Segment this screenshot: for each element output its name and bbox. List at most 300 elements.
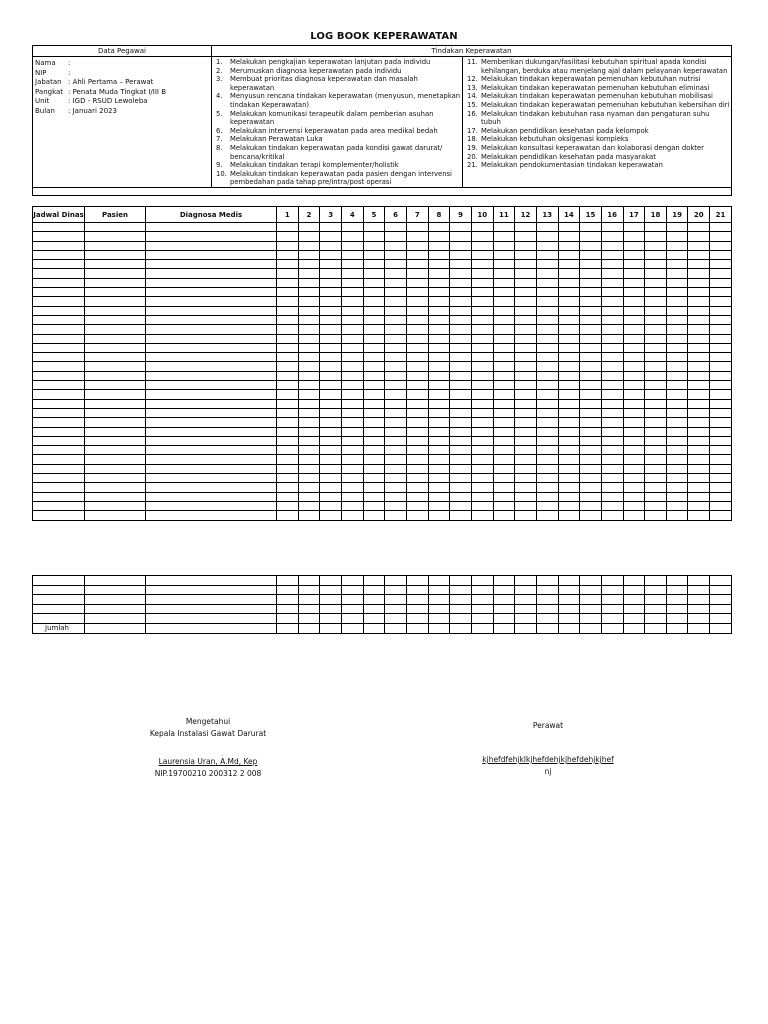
- table-cell[interactable]: [623, 455, 645, 464]
- table-cell[interactable]: [471, 288, 493, 297]
- summary-cell[interactable]: [385, 614, 407, 624]
- table-cell[interactable]: [471, 306, 493, 315]
- summary-cell[interactable]: [536, 576, 558, 586]
- table-cell[interactable]: [666, 455, 688, 464]
- table-cell[interactable]: [320, 343, 342, 352]
- table-cell[interactable]: [320, 418, 342, 427]
- summary-cell[interactable]: [450, 604, 472, 614]
- table-cell[interactable]: [146, 278, 277, 287]
- table-cell[interactable]: [688, 408, 710, 417]
- summary-cell[interactable]: [406, 614, 428, 624]
- table-cell[interactable]: [385, 334, 407, 343]
- table-cell[interactable]: [580, 371, 602, 380]
- table-cell[interactable]: [33, 306, 85, 315]
- summary-cell[interactable]: [363, 595, 385, 605]
- table-cell[interactable]: [33, 315, 85, 324]
- table-cell[interactable]: [688, 390, 710, 399]
- table-cell[interactable]: [623, 381, 645, 390]
- table-cell[interactable]: [363, 278, 385, 287]
- table-cell[interactable]: [645, 353, 667, 362]
- summary-cell[interactable]: [688, 604, 710, 614]
- table-cell[interactable]: [428, 390, 450, 399]
- table-cell[interactable]: [85, 474, 146, 483]
- table-cell[interactable]: [471, 353, 493, 362]
- table-cell[interactable]: [146, 250, 277, 259]
- table-cell[interactable]: [645, 464, 667, 473]
- table-cell[interactable]: [320, 464, 342, 473]
- summary-cell[interactable]: [515, 623, 537, 633]
- table-cell[interactable]: [580, 492, 602, 501]
- summary-cell[interactable]: [146, 614, 277, 624]
- table-cell[interactable]: [146, 427, 277, 436]
- table-cell[interactable]: [450, 315, 472, 324]
- table-cell[interactable]: [666, 232, 688, 241]
- table-cell[interactable]: [645, 436, 667, 445]
- summary-cell[interactable]: [363, 614, 385, 624]
- table-cell[interactable]: [406, 306, 428, 315]
- table-cell[interactable]: [536, 260, 558, 269]
- table-cell[interactable]: [341, 325, 363, 334]
- table-cell[interactable]: [493, 511, 515, 520]
- table-cell[interactable]: [666, 501, 688, 510]
- table-cell[interactable]: [85, 455, 146, 464]
- table-cell[interactable]: [493, 390, 515, 399]
- summary-cell[interactable]: [688, 576, 710, 586]
- table-cell[interactable]: [341, 464, 363, 473]
- table-cell[interactable]: [385, 269, 407, 278]
- table-cell[interactable]: [428, 446, 450, 455]
- table-cell[interactable]: [363, 306, 385, 315]
- table-cell[interactable]: [645, 474, 667, 483]
- table-cell[interactable]: [645, 455, 667, 464]
- summary-cell[interactable]: [666, 585, 688, 595]
- table-cell[interactable]: [85, 223, 146, 232]
- table-cell[interactable]: [601, 362, 623, 371]
- table-cell[interactable]: [298, 306, 320, 315]
- table-cell[interactable]: [33, 278, 85, 287]
- summary-cell[interactable]: [33, 576, 85, 586]
- table-cell[interactable]: [450, 511, 472, 520]
- table-cell[interactable]: [33, 381, 85, 390]
- table-cell[interactable]: [471, 390, 493, 399]
- table-cell[interactable]: [645, 297, 667, 306]
- table-cell[interactable]: [710, 325, 732, 334]
- table-cell[interactable]: [471, 399, 493, 408]
- table-cell[interactable]: [450, 334, 472, 343]
- table-cell[interactable]: [688, 381, 710, 390]
- table-cell[interactable]: [471, 511, 493, 520]
- table-cell[interactable]: [298, 483, 320, 492]
- summary-cell[interactable]: [33, 585, 85, 595]
- table-cell[interactable]: [363, 288, 385, 297]
- table-cell[interactable]: [645, 399, 667, 408]
- summary-cell[interactable]: [515, 576, 537, 586]
- summary-cell[interactable]: [428, 614, 450, 624]
- table-cell[interactable]: [363, 390, 385, 399]
- table-cell[interactable]: [385, 315, 407, 324]
- table-cell[interactable]: [406, 343, 428, 352]
- table-cell[interactable]: [536, 418, 558, 427]
- table-cell[interactable]: [623, 390, 645, 399]
- table-cell[interactable]: [493, 334, 515, 343]
- table-cell[interactable]: [710, 501, 732, 510]
- table-cell[interactable]: [85, 483, 146, 492]
- summary-cell[interactable]: [601, 614, 623, 624]
- table-cell[interactable]: [493, 464, 515, 473]
- table-cell[interactable]: [688, 418, 710, 427]
- table-cell[interactable]: [515, 325, 537, 334]
- table-cell[interactable]: [450, 288, 472, 297]
- table-cell[interactable]: [623, 436, 645, 445]
- table-cell[interactable]: [710, 381, 732, 390]
- table-cell[interactable]: [341, 446, 363, 455]
- table-cell[interactable]: [85, 492, 146, 501]
- table-cell[interactable]: [320, 427, 342, 436]
- table-cell[interactable]: [601, 381, 623, 390]
- summary-cell[interactable]: [298, 595, 320, 605]
- table-cell[interactable]: [320, 501, 342, 510]
- table-cell[interactable]: [536, 501, 558, 510]
- table-cell[interactable]: [515, 436, 537, 445]
- table-cell[interactable]: [558, 501, 580, 510]
- table-cell[interactable]: [320, 278, 342, 287]
- table-cell[interactable]: [666, 306, 688, 315]
- table-cell[interactable]: [536, 353, 558, 362]
- table-cell[interactable]: [666, 408, 688, 417]
- table-cell[interactable]: [450, 464, 472, 473]
- table-cell[interactable]: [493, 408, 515, 417]
- summary-cell[interactable]: [558, 614, 580, 624]
- table-cell[interactable]: [580, 315, 602, 324]
- table-cell[interactable]: [493, 455, 515, 464]
- table-cell[interactable]: [298, 260, 320, 269]
- summary-cell[interactable]: [580, 604, 602, 614]
- summary-cell[interactable]: [710, 604, 732, 614]
- table-cell[interactable]: [406, 325, 428, 334]
- summary-cell[interactable]: [493, 576, 515, 586]
- table-cell[interactable]: [471, 362, 493, 371]
- table-cell[interactable]: [601, 399, 623, 408]
- summary-cell[interactable]: [623, 595, 645, 605]
- table-cell[interactable]: [363, 408, 385, 417]
- table-cell[interactable]: [450, 418, 472, 427]
- table-cell[interactable]: [298, 408, 320, 417]
- table-cell[interactable]: [623, 343, 645, 352]
- table-cell[interactable]: [536, 399, 558, 408]
- table-cell[interactable]: [33, 511, 85, 520]
- table-cell[interactable]: [428, 232, 450, 241]
- table-cell[interactable]: [363, 260, 385, 269]
- table-cell[interactable]: [363, 427, 385, 436]
- table-cell[interactable]: [320, 483, 342, 492]
- table-cell[interactable]: [277, 362, 299, 371]
- table-cell[interactable]: [710, 427, 732, 436]
- table-cell[interactable]: [385, 455, 407, 464]
- table-cell[interactable]: [601, 297, 623, 306]
- table-cell[interactable]: [277, 241, 299, 250]
- table-cell[interactable]: [515, 381, 537, 390]
- table-cell[interactable]: [146, 371, 277, 380]
- table-cell[interactable]: [277, 381, 299, 390]
- table-cell[interactable]: [558, 418, 580, 427]
- table-cell[interactable]: [601, 501, 623, 510]
- table-cell[interactable]: [320, 381, 342, 390]
- table-cell[interactable]: [515, 260, 537, 269]
- table-cell[interactable]: [320, 250, 342, 259]
- table-cell[interactable]: [601, 436, 623, 445]
- table-cell[interactable]: [363, 353, 385, 362]
- table-cell[interactable]: [688, 278, 710, 287]
- table-cell[interactable]: [471, 325, 493, 334]
- table-cell[interactable]: [580, 474, 602, 483]
- summary-cell[interactable]: [710, 585, 732, 595]
- table-cell[interactable]: [298, 362, 320, 371]
- table-cell[interactable]: [85, 232, 146, 241]
- table-cell[interactable]: [515, 511, 537, 520]
- table-cell[interactable]: [298, 501, 320, 510]
- table-cell[interactable]: [710, 399, 732, 408]
- table-cell[interactable]: [558, 278, 580, 287]
- table-cell[interactable]: [666, 511, 688, 520]
- table-cell[interactable]: [558, 408, 580, 417]
- summary-cell[interactable]: [515, 595, 537, 605]
- table-cell[interactable]: [580, 306, 602, 315]
- table-cell[interactable]: [428, 464, 450, 473]
- table-cell[interactable]: [277, 399, 299, 408]
- summary-cell[interactable]: [341, 585, 363, 595]
- table-cell[interactable]: [85, 334, 146, 343]
- table-cell[interactable]: [666, 483, 688, 492]
- table-cell[interactable]: [645, 278, 667, 287]
- table-cell[interactable]: [536, 455, 558, 464]
- table-cell[interactable]: [33, 269, 85, 278]
- table-cell[interactable]: [601, 511, 623, 520]
- table-cell[interactable]: [471, 232, 493, 241]
- table-cell[interactable]: [580, 343, 602, 352]
- table-cell[interactable]: [85, 436, 146, 445]
- table-cell[interactable]: [146, 474, 277, 483]
- table-cell[interactable]: [623, 306, 645, 315]
- table-cell[interactable]: [710, 408, 732, 417]
- summary-cell[interactable]: [450, 585, 472, 595]
- table-cell[interactable]: [645, 362, 667, 371]
- summary-cell[interactable]: [710, 576, 732, 586]
- table-cell[interactable]: [623, 464, 645, 473]
- table-cell[interactable]: [320, 474, 342, 483]
- table-cell[interactable]: [385, 325, 407, 334]
- table-cell[interactable]: [85, 306, 146, 315]
- table-cell[interactable]: [406, 297, 428, 306]
- table-cell[interactable]: [85, 250, 146, 259]
- table-cell[interactable]: [406, 232, 428, 241]
- table-cell[interactable]: [471, 371, 493, 380]
- table-cell[interactable]: [493, 315, 515, 324]
- table-cell[interactable]: [666, 250, 688, 259]
- table-cell[interactable]: [623, 399, 645, 408]
- table-cell[interactable]: [558, 390, 580, 399]
- summary-cell[interactable]: [298, 614, 320, 624]
- table-cell[interactable]: [710, 260, 732, 269]
- table-cell[interactable]: [493, 399, 515, 408]
- summary-cell[interactable]: [471, 604, 493, 614]
- summary-cell[interactable]: [385, 595, 407, 605]
- summary-cell[interactable]: [710, 595, 732, 605]
- table-cell[interactable]: [536, 381, 558, 390]
- table-cell[interactable]: [580, 511, 602, 520]
- summary-cell[interactable]: [85, 614, 146, 624]
- table-cell[interactable]: [341, 474, 363, 483]
- table-cell[interactable]: [515, 343, 537, 352]
- table-cell[interactable]: [623, 315, 645, 324]
- table-cell[interactable]: [33, 474, 85, 483]
- table-cell[interactable]: [298, 241, 320, 250]
- table-cell[interactable]: [601, 371, 623, 380]
- table-cell[interactable]: [277, 371, 299, 380]
- table-cell[interactable]: [710, 315, 732, 324]
- table-cell[interactable]: [277, 483, 299, 492]
- table-cell[interactable]: [536, 232, 558, 241]
- table-cell[interactable]: [580, 278, 602, 287]
- summary-cell[interactable]: [363, 623, 385, 633]
- table-cell[interactable]: [558, 241, 580, 250]
- table-cell[interactable]: [33, 501, 85, 510]
- table-cell[interactable]: [645, 334, 667, 343]
- summary-cell[interactable]: [558, 576, 580, 586]
- table-cell[interactable]: [341, 334, 363, 343]
- table-cell[interactable]: [536, 334, 558, 343]
- table-cell[interactable]: [450, 427, 472, 436]
- table-cell[interactable]: [515, 353, 537, 362]
- table-cell[interactable]: [385, 501, 407, 510]
- table-cell[interactable]: [688, 353, 710, 362]
- table-cell[interactable]: [450, 446, 472, 455]
- table-cell[interactable]: [85, 399, 146, 408]
- table-cell[interactable]: [471, 464, 493, 473]
- summary-cell[interactable]: [536, 585, 558, 595]
- table-cell[interactable]: [341, 427, 363, 436]
- table-cell[interactable]: [341, 343, 363, 352]
- table-cell[interactable]: [450, 269, 472, 278]
- table-cell[interactable]: [428, 269, 450, 278]
- table-cell[interactable]: [363, 315, 385, 324]
- table-cell[interactable]: [428, 418, 450, 427]
- table-cell[interactable]: [601, 241, 623, 250]
- table-cell[interactable]: [277, 278, 299, 287]
- table-cell[interactable]: [450, 278, 472, 287]
- table-cell[interactable]: [601, 343, 623, 352]
- table-cell[interactable]: [146, 288, 277, 297]
- table-cell[interactable]: [277, 418, 299, 427]
- summary-cell[interactable]: [645, 585, 667, 595]
- table-cell[interactable]: [277, 353, 299, 362]
- table-cell[interactable]: [645, 501, 667, 510]
- table-cell[interactable]: [277, 464, 299, 473]
- table-cell[interactable]: [33, 371, 85, 380]
- summary-cell[interactable]: [363, 576, 385, 586]
- summary-cell[interactable]: [277, 576, 299, 586]
- table-cell[interactable]: [406, 501, 428, 510]
- table-cell[interactable]: [385, 381, 407, 390]
- table-cell[interactable]: [406, 464, 428, 473]
- table-cell[interactable]: [428, 501, 450, 510]
- table-cell[interactable]: [450, 325, 472, 334]
- table-cell[interactable]: [493, 306, 515, 315]
- table-cell[interactable]: [298, 223, 320, 232]
- table-cell[interactable]: [710, 353, 732, 362]
- table-cell[interactable]: [428, 288, 450, 297]
- summary-cell[interactable]: [450, 623, 472, 633]
- table-cell[interactable]: [450, 241, 472, 250]
- table-cell[interactable]: [688, 250, 710, 259]
- table-cell[interactable]: [320, 315, 342, 324]
- table-cell[interactable]: [558, 511, 580, 520]
- table-cell[interactable]: [146, 399, 277, 408]
- summary-cell[interactable]: [601, 595, 623, 605]
- table-cell[interactable]: [688, 501, 710, 510]
- table-cell[interactable]: [406, 474, 428, 483]
- table-cell[interactable]: [298, 250, 320, 259]
- table-cell[interactable]: [277, 492, 299, 501]
- table-cell[interactable]: [515, 427, 537, 436]
- table-cell[interactable]: [471, 343, 493, 352]
- table-cell[interactable]: [601, 390, 623, 399]
- table-cell[interactable]: [645, 260, 667, 269]
- table-cell[interactable]: [341, 362, 363, 371]
- table-cell[interactable]: [320, 511, 342, 520]
- table-cell[interactable]: [601, 315, 623, 324]
- table-cell[interactable]: [688, 464, 710, 473]
- table-cell[interactable]: [471, 223, 493, 232]
- summary-cell[interactable]: [515, 585, 537, 595]
- table-cell[interactable]: [363, 232, 385, 241]
- summary-cell[interactable]: [320, 614, 342, 624]
- table-cell[interactable]: [363, 455, 385, 464]
- summary-cell[interactable]: [320, 604, 342, 614]
- table-cell[interactable]: [33, 418, 85, 427]
- table-cell[interactable]: [298, 436, 320, 445]
- table-cell[interactable]: [406, 446, 428, 455]
- table-cell[interactable]: [471, 501, 493, 510]
- summary-cell[interactable]: [428, 595, 450, 605]
- table-cell[interactable]: [85, 288, 146, 297]
- table-cell[interactable]: [515, 446, 537, 455]
- table-cell[interactable]: [450, 399, 472, 408]
- table-cell[interactable]: [450, 353, 472, 362]
- table-cell[interactable]: [558, 334, 580, 343]
- table-cell[interactable]: [536, 250, 558, 259]
- table-cell[interactable]: [471, 278, 493, 287]
- table-cell[interactable]: [406, 288, 428, 297]
- table-cell[interactable]: [85, 278, 146, 287]
- summary-cell[interactable]: [385, 576, 407, 586]
- table-cell[interactable]: [341, 390, 363, 399]
- table-cell[interactable]: [320, 334, 342, 343]
- table-cell[interactable]: [666, 492, 688, 501]
- table-cell[interactable]: [85, 446, 146, 455]
- table-cell[interactable]: [450, 362, 472, 371]
- summary-cell[interactable]: [450, 595, 472, 605]
- table-cell[interactable]: [341, 483, 363, 492]
- table-cell[interactable]: [710, 436, 732, 445]
- table-cell[interactable]: [146, 418, 277, 427]
- table-cell[interactable]: [406, 241, 428, 250]
- table-cell[interactable]: [710, 306, 732, 315]
- table-cell[interactable]: [493, 371, 515, 380]
- table-cell[interactable]: [558, 306, 580, 315]
- table-cell[interactable]: [363, 474, 385, 483]
- table-cell[interactable]: [645, 343, 667, 352]
- table-cell[interactable]: [341, 288, 363, 297]
